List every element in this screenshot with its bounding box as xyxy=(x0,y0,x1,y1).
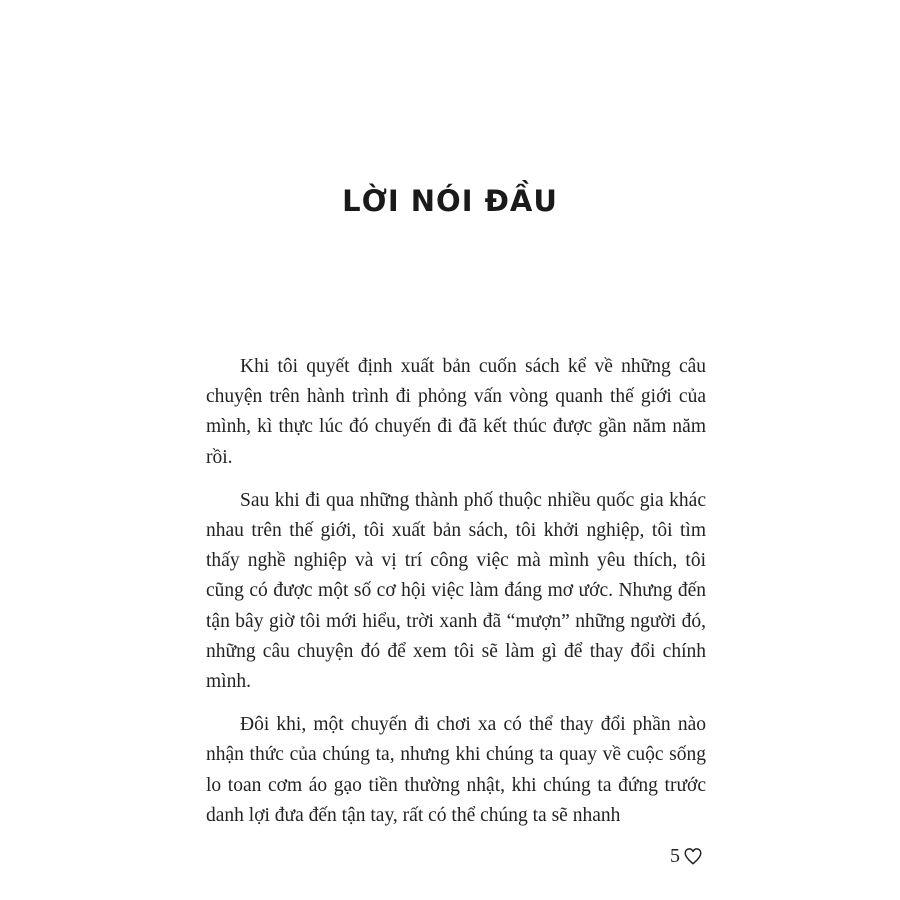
paragraph-1: Khi tôi quyết định xuất bản cuốn sách kể về những câu chuyện trên hành trình đi phỏng vấn vòng quanh thế giới của mình, kì thực lúc đó chuyến đi đã kết thúc được gần năm năm rồi. xyxy=(206,356,706,468)
body-text xyxy=(206,352,706,844)
page-number: 5 xyxy=(670,845,680,867)
heart-outline-icon xyxy=(682,845,704,867)
page-footer xyxy=(670,841,704,871)
paragraph-3: Đôi khi, một chuyến đi chơi xa có thể thay đổi phần nào nhận thức của chúng ta, nhưng khi chúng ta quay về cuộc sống lo toan cơm áo gạo tiền thường nhật, khi chúng ta đứng trước danh lợi đưa đến tận tay, rất có thể chúng ta sẽ nhanh xyxy=(206,714,706,826)
chapter-title: LỜI NÓI ĐẦU xyxy=(342,184,558,218)
paragraph-2: Sau khi đi qua những thành phố thuộc nhiều quốc gia khác nhau trên thế giới, tôi xuất bản sách, tôi khởi nghiệp, tôi tìm thấy nghề nghiệp và vị trí công việc mà mình yêu thích, tôi cũng có được một số cơ hội việc làm đáng mơ ước. Nhưng đến tận bây giờ tôi mới hiểu, trời xanh đã “mượn” những người đó, những câu chuyện đó để xem tôi sẽ làm gì để thay đổi chính mình. xyxy=(206,489,706,693)
